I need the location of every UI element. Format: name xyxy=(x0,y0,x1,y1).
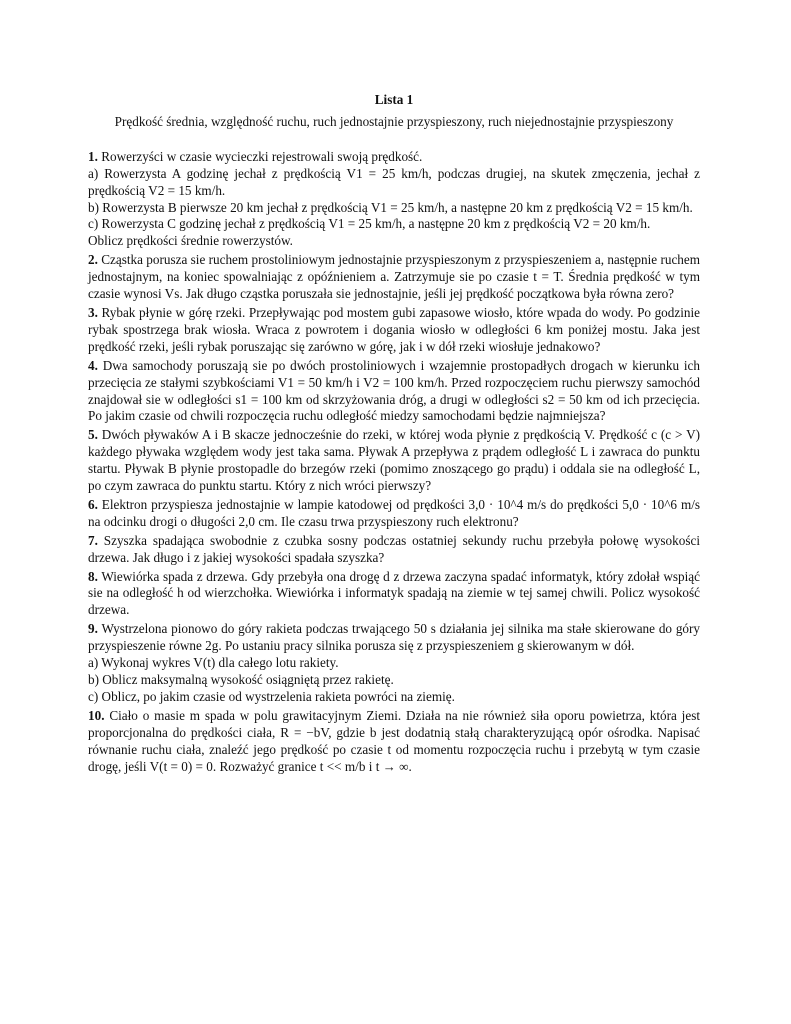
problem-text: Dwóch pływaków A i B skacze jednocześnie do rzeki, w której woda płynie z prędkością V. Prędkość c (c > V) każdego pływaka względem wody jest taka sama. Pływak A przepływa z prądem odległość L i zawraca do punktu startu. Pływak B płynie prostopadle do brzegów rzeki (pomimo znoszącego go prądu) i oddala sie na odległość L, po czym zawraca do punktu startu. Który z nich wróci pierwszy? xyxy=(88,427,700,494)
problem-1 xyxy=(88,149,700,250)
problem-number: 2. xyxy=(88,252,98,268)
problem-text: Wystrzelona pionowo do góry rakieta podczas trwającego 50 s działania jej silnika ma stałe skierowane do góry przyspieszenie równe 2g. Po ustaniu pracy silnika porusza się z przyspieszeniem g skierowanym w dół. xyxy=(88,621,700,654)
problem-text: Rybak płynie w górę rzeki. Przepływając pod mostem gubi zapasowe wiosło, które wpada do wody. Po godzinie rybak spostrzega brak wiosła. Wraca z powrotem i dogania wiosło w odległości 6 km poniżej mostu. Jaka jest prędkość rzeki, jeśli rybak poruszając się zarówno w górę, jak i w dół rzeki wiosłuje jednakowo? xyxy=(88,304,700,354)
problem-number: 5. xyxy=(88,427,98,443)
problem-number: 1. xyxy=(88,148,98,164)
problem-4 xyxy=(88,358,700,426)
problem-8 xyxy=(88,569,700,620)
problem-text: Elektron przyspiesza jednostajnie w lampie katodowej od prędkości 3,0 · 10^4 m/s do prędkości 5,0 · 10^6 m/s na odcinku drogi o długości 2,0 cm. Ile czasu trwa przyspieszony ruch elektronu? xyxy=(88,496,700,529)
problem-3 xyxy=(88,305,700,356)
problem-number: 9. xyxy=(88,621,98,637)
problem-text: Szyszka spadająca swobodnie z czubka sosny podczas ostatniej sekundy ruchu przebyła połowę wysokości drzewa. Jak długo i z jakiej wysokości spadała szyszka? xyxy=(88,532,700,565)
problem-number: 3. xyxy=(88,304,98,320)
problem-part: Oblicz prędkości średnie rowerzystów. xyxy=(88,233,293,249)
problem-number: 10. xyxy=(88,707,105,723)
page-subtitle: Prędkość średnia, względność ruchu, ruch jednostajnie przyspieszony, ruch niejednostajnie przyspieszony xyxy=(114,113,674,129)
problem-number: 4. xyxy=(88,357,98,373)
problem-10 xyxy=(88,708,700,776)
problem-number: 7. xyxy=(88,532,98,548)
problem-6 xyxy=(88,497,700,531)
problem-9 xyxy=(88,621,700,706)
page-title: Lista 1 xyxy=(374,92,414,107)
problem-part: a) Wykonaj wykres V(t) dla całego lotu rakiety. xyxy=(88,655,339,671)
problem-text: Dwa samochody poruszają sie po dwóch prostoliniowych i wzajemnie prostopadłych drogach w kierunku ich przecięcia ze stałymi szybkościami V1 = 50 km/h i V2 = 100 km/h. Przed rozpoczęciem ruchu pierwszy samochód znajdował sie w odległości s1 = 100 km od skrzyżowania dróg, a drugi w odległości s2 = 50 km od ich przecięcia. Po jakim czasie od chwili rozpoczęcia ruchu odległość miedzy samochodami będzie najmniejsza? xyxy=(88,357,700,424)
problem-part: b) Oblicz maksymalną wysokość osiągniętą przez rakietę. xyxy=(88,672,394,687)
problem-7 xyxy=(88,533,700,567)
problem-part: c) Oblicz, po jakim czasie od wystrzelenia rakieta powróci na ziemię. xyxy=(88,688,455,704)
problem-text: Rowerzyści w czasie wycieczki rejestrowali swoją prędkość. xyxy=(97,148,423,164)
document-page xyxy=(88,88,700,777)
problem-number: 8. xyxy=(88,568,98,584)
problem-text: Cząstka porusza sie ruchem prostoliniowym jednostajnie przyspieszonym z przyspieszeniem a, następnie ruchem jednostajnym, na koniec spowalniając z opóźnieniem a. Zatrzymuje sie po czasie t = T. Średnia prędkość w tym czasie wynosi Vs. Jak długo cząstka poruszała sie jednostajnie, jeśli jej prędkość początkowa była równa zero? xyxy=(88,252,700,302)
problem-list xyxy=(88,149,700,776)
problem-5 xyxy=(88,427,700,495)
problem-2 xyxy=(88,252,700,303)
problem-part: a) Rowerzysta A godzinę jechał z prędkością V1 = 25 km/h, podczas drugiej, na skutek zmęczenia, jechał z prędkością V2 = 15 km/h. xyxy=(88,165,700,198)
problem-text: Wiewiórka spada z drzewa. Gdy przebyła ona drogę d z drzewa zaczyna spadać informatyk, który zdołał wspiąć sie na odległość h od wierzchołka. Wiewiórka i informatyk spadają na ziemie w tej samej chwili. Policz wysokość drzewa. xyxy=(88,568,700,618)
problem-part: c) Rowerzysta C godzinę jechał z prędkością V1 = 25 km/h, a następne 20 km z prędkością V2 = 20 km/h. xyxy=(88,216,651,232)
problem-text: Ciało o masie m spada w polu grawitacyjnym Ziemi. Działa na nie również siła oporu powietrza, która jest proporcjonalna do prędkości ciała, R = −bV, gdzie b jest dodatnią stałą charakteryzującą opór ośrodka. Napisać równanie ruchu ciała, znaleźć jego prędkość po czasie t od momentu rozpoczęcia ruchu i przebytą w tym czasie drogę, jeśli V(t = 0) = 0. Rozważyć granice t << m/b i t → ∞. xyxy=(88,707,700,774)
problem-number: 6. xyxy=(88,496,98,512)
problem-part: b) Rowerzysta B pierwsze 20 km jechał z prędkością V1 = 25 km/h, a następne 20 km z prędkością V2 = 15 km/h. xyxy=(88,199,693,215)
